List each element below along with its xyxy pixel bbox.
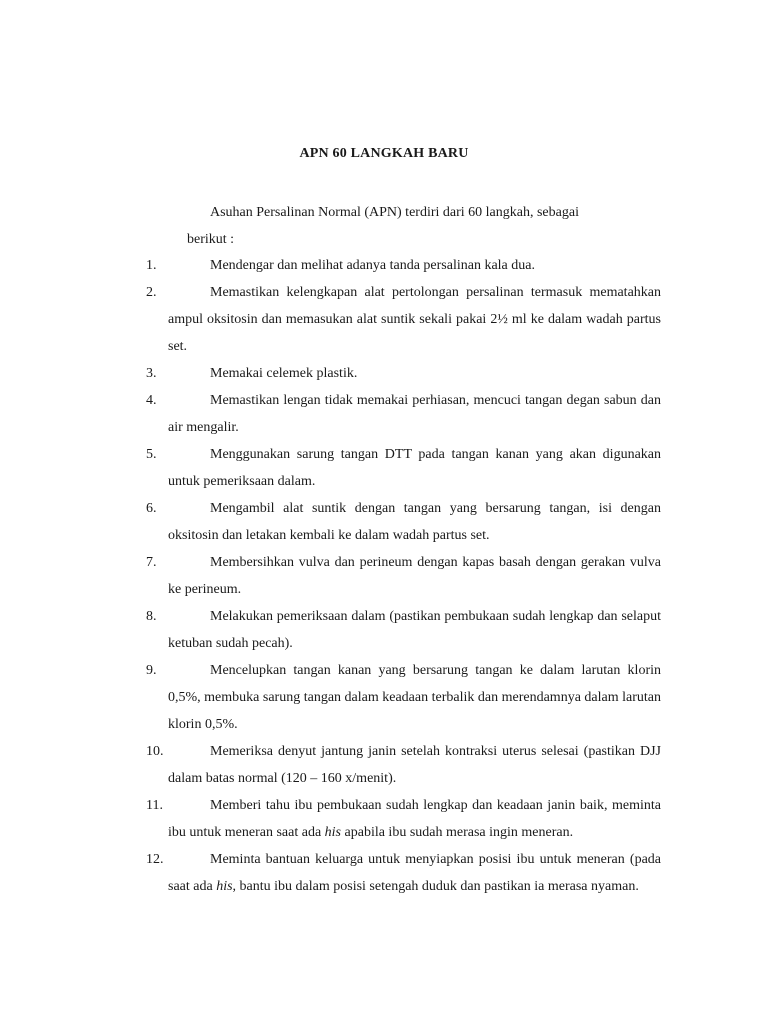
list-item-number: 6. <box>146 501 157 516</box>
document-title: APN 60 LANGKAH BARU <box>299 146 469 161</box>
list-item <box>0 738 768 792</box>
list-item <box>0 360 768 387</box>
list-item <box>0 387 768 441</box>
list-item-text-part: Meminta bantuan keluarga untuk menyiapkan posisi ibu untuk meneran (pada saat ada <box>168 852 661 894</box>
list-item-text: Memastikan kelengkapan alat pertolongan persalinan termasuk mematahkan ampul oksitosin dan memasukan alat suntik sekali pakai 2½ ml ke dalam wadah partus set. <box>168 285 661 354</box>
list-item-text: Mendengar dan melihat adanya tanda persalinan kala dua. <box>210 258 535 273</box>
intro-paragraph-continuation: berikut : <box>187 232 235 247</box>
list-item-number: 10. <box>146 744 164 759</box>
list-item <box>0 495 768 549</box>
list-item <box>0 657 768 738</box>
list-item-text: Memastikan lengan tidak memakai perhiasan, mencuci tangan degan sabun dan air mengalir. <box>168 393 661 435</box>
list-item-number: 4. <box>146 393 157 408</box>
list-item <box>0 603 768 657</box>
intro-paragraph: Asuhan Persalinan Normal (APN) terdiri dari 60 langkah, sebagai <box>210 205 579 220</box>
list-item-number: 8. <box>146 609 157 624</box>
list-item-number: 2. <box>146 285 157 300</box>
steps-list <box>0 252 768 900</box>
list-item <box>0 792 768 846</box>
list-item-number: 3. <box>146 366 157 381</box>
list-item-text-part: Memberi tahu ibu pembukaan sudah lengkap dan keadaan janin baik, meminta ibu untuk meneran saat ada <box>168 798 661 840</box>
list-item-text-part: apabila ibu sudah merasa ingin meneran. <box>341 825 574 840</box>
list-item-text-italic: his <box>216 879 233 894</box>
list-item-number: 5. <box>146 447 157 462</box>
list-item-text: Mengambil alat suntik dengan tangan yang bersarung tangan, isi dengan oksitosin dan letakan kembali ke dalam wadah partus set. <box>168 501 661 543</box>
list-item-text-italic: his <box>324 825 342 840</box>
list-item-text <box>168 846 661 900</box>
list-item-text-part: , bantu ibu dalam posisi setengah duduk dan pastikan ia merasa nyaman. <box>232 879 639 894</box>
list-item <box>0 846 768 900</box>
list-item <box>0 279 768 360</box>
list-item-number: 9. <box>146 663 157 678</box>
list-item-text: Membersihkan vulva dan perineum dengan kapas basah dengan gerakan vulva ke perineum. <box>168 555 661 597</box>
list-item <box>0 549 768 603</box>
list-item-text: Menggunakan sarung tangan DTT pada tangan kanan yang akan digunakan untuk pemeriksaan dalam. <box>168 447 661 489</box>
list-item-text: Melakukan pemeriksaan dalam (pastikan pembukaan sudah lengkap dan selaput ketuban sudah pecah). <box>168 609 661 651</box>
list-item <box>0 252 768 279</box>
list-item-number: 11. <box>146 798 163 813</box>
list-item-number: 12. <box>146 852 164 867</box>
list-item <box>0 441 768 495</box>
list-item-text: Memakai celemek plastik. <box>210 366 358 381</box>
list-item-text: Memeriksa denyut jantung janin setelah kontraksi uterus selesai (pastikan DJJ dalam batas normal (120 – 160 x/menit). <box>168 744 661 786</box>
list-item-number: 7. <box>146 555 157 570</box>
list-item-number: 1. <box>146 258 157 273</box>
list-item-text <box>168 792 661 846</box>
list-item-text: Mencelupkan tangan kanan yang bersarung tangan ke dalam larutan klorin 0,5%, membuka sarung tangan dalam keadaan terbalik dan merendamnya dalam larutan klorin 0,5%. <box>168 663 661 732</box>
